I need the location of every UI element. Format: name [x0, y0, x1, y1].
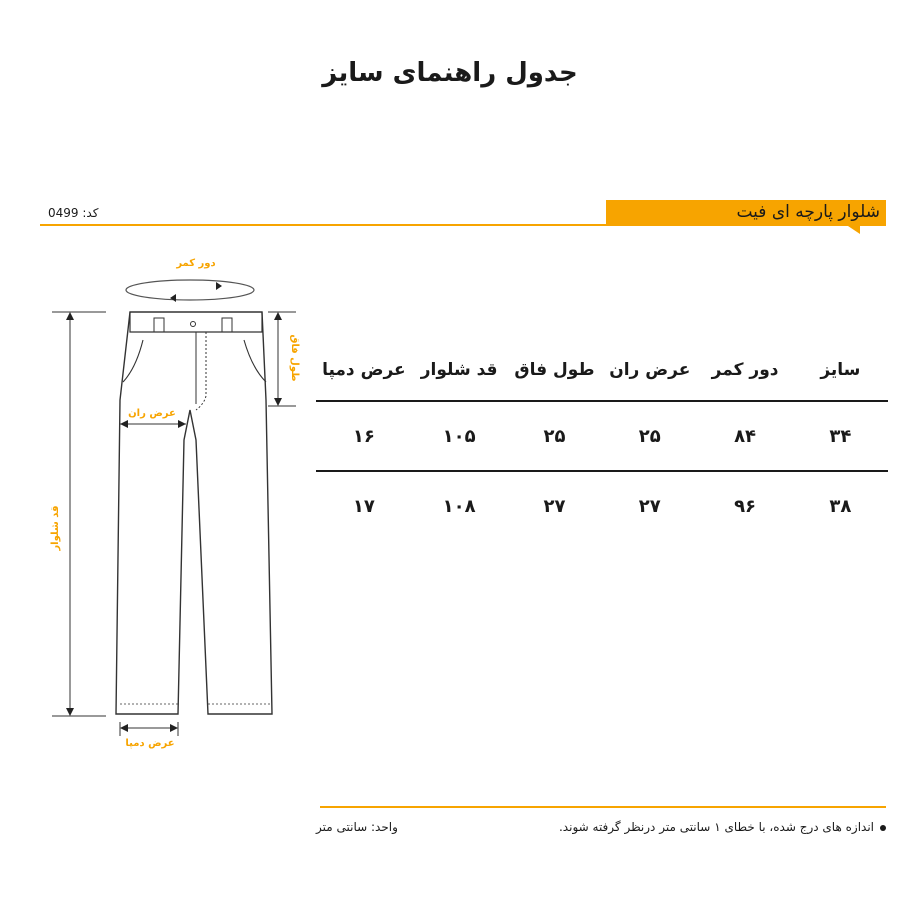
cell-size: ۳۴: [829, 425, 852, 447]
footer-unit: واحد: سانتی متر: [316, 820, 398, 834]
cell-length: ۱۰۵: [442, 425, 476, 447]
size-table: [316, 340, 888, 540]
cell-waist: ۸۴: [734, 425, 757, 447]
table-header-row: [316, 340, 888, 400]
cell-thigh: ۲۵: [638, 425, 661, 447]
cell-size: ۳۸: [829, 495, 852, 517]
cell-hem: ۱۶: [352, 425, 375, 447]
footer-note-text: اندازه های درج شده، با خطای ۱ سانتی متر درنظر گرفته شوند.: [558, 820, 874, 834]
header-length: قد شلوار: [420, 360, 498, 380]
trousers-diagram: [0, 240, 310, 760]
header-rise: طول فاق: [514, 360, 595, 380]
table-row: [316, 402, 888, 470]
label-hem: عرض دمپا: [125, 738, 175, 749]
trousers-outline: [116, 312, 272, 714]
waist-ellipse: [126, 280, 254, 300]
footer-note: [559, 820, 886, 834]
header-divider: [40, 224, 886, 226]
cell-length: ۱۰۸: [442, 495, 476, 517]
cell-thigh: ۲۷: [638, 495, 661, 517]
header-hem: عرض دمپا: [322, 360, 406, 380]
product-code: کد: 0499: [48, 206, 99, 220]
hem-dimension: [120, 722, 178, 736]
cell-rise: ۲۷: [543, 495, 566, 517]
footer-divider: [320, 806, 886, 808]
product-banner: [606, 200, 886, 226]
cell-hem: ۱۷: [352, 495, 375, 517]
label-waist: دور کمر: [176, 258, 216, 269]
product-name: شلوار پارچه ای فیت: [736, 202, 880, 222]
label-thigh: عرض ران: [128, 408, 176, 419]
table-row: [316, 472, 888, 540]
label-length: قد شلوار: [50, 505, 61, 551]
label-rise: طول فاق: [289, 334, 300, 382]
cell-rise: ۲۵: [543, 425, 566, 447]
bullet-icon: [880, 825, 886, 831]
header-thigh: عرض ران: [609, 360, 691, 380]
page-title: جدول راهنمای سایز: [322, 58, 578, 88]
cell-waist: ۹۶: [734, 495, 757, 517]
header-size: سایز: [820, 360, 861, 380]
banner-tail: [848, 226, 860, 234]
header-waist: دور کمر: [711, 360, 779, 380]
